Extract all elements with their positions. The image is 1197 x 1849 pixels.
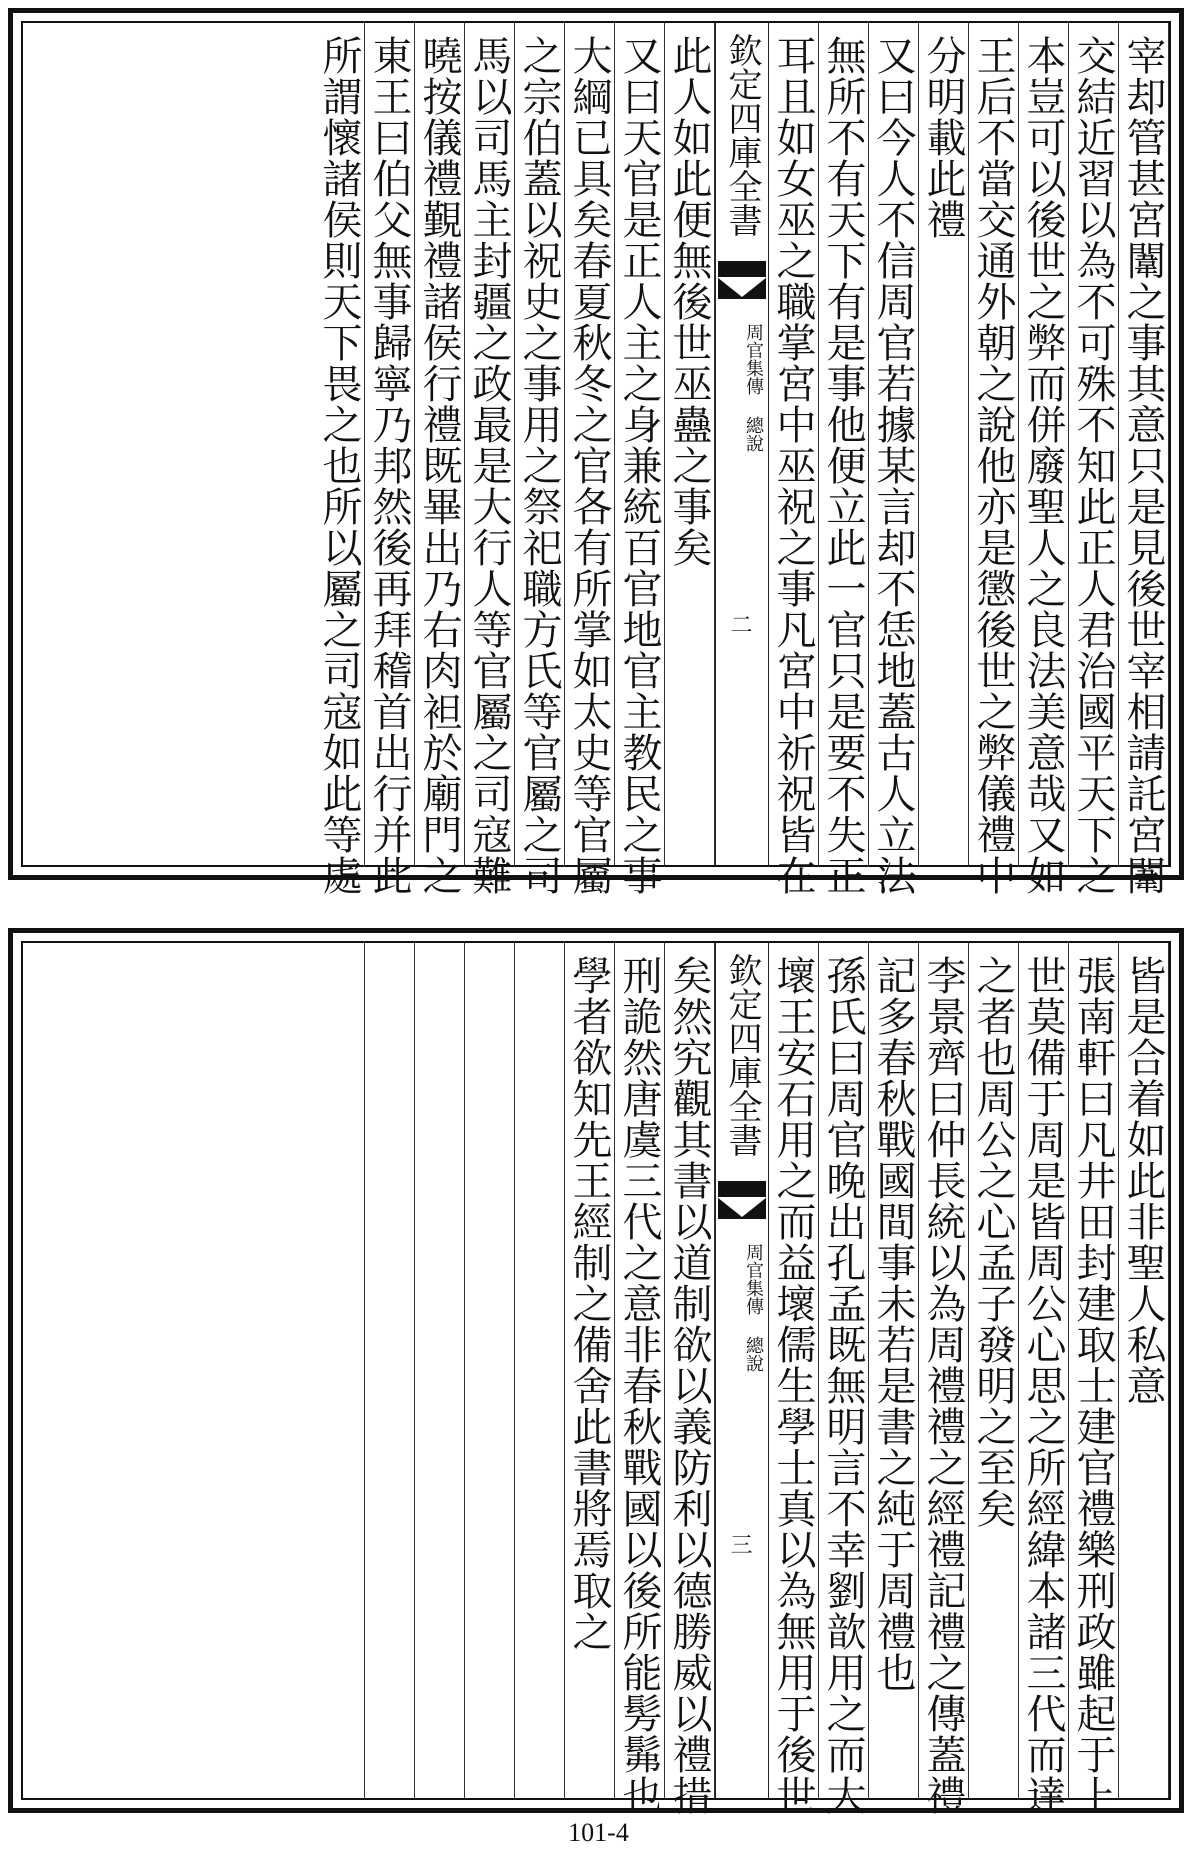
- column: [665, 943, 715, 1816]
- center-fold: [715, 23, 769, 865]
- column-text: 曉按儀禮覲禮諸侯行禮既畢出乃右肉袒於廟門之: [416, 35, 462, 896]
- page-bottom-frame: [21, 941, 1171, 1816]
- column: [365, 23, 415, 896]
- column-text: 李景齊曰仲長統以為周禮禮之經禮記禮之傳蓋禮: [920, 955, 966, 1816]
- page-bottom: [8, 928, 1184, 1816]
- column: [1119, 23, 1169, 896]
- column: [565, 943, 615, 1798]
- column-text: 宰却管甚宮闈之事其意只是見後世宰相請託宮闈: [1120, 35, 1166, 896]
- column-text: 孫氏曰周官晚出孔孟既無明言不幸劉歆用之而大: [820, 955, 866, 1816]
- column-text: 又曰今人不信周官若據某言却不恁地蓋古人立法: [870, 35, 916, 896]
- column-text: 東王曰伯父無事歸寧乃邦然後再拜稽首出行并此: [366, 35, 412, 896]
- column: [1069, 23, 1119, 896]
- column-text: 張南軒曰凡井田封建取士建官禮樂刑政雖起于上: [1070, 955, 1116, 1816]
- column: [615, 943, 665, 1816]
- column: [465, 23, 515, 896]
- page-number: 101-4: [568, 1818, 629, 1847]
- column: [969, 23, 1019, 896]
- column: [1069, 943, 1119, 1816]
- column-text: 刑詭然唐虞三代之意非春秋戰國以後所能髣髴也: [616, 955, 662, 1816]
- column: [969, 943, 1019, 1798]
- column-text: 記多春秋戰國間事未若是書之純于周禮也: [870, 955, 916, 1693]
- column: [415, 943, 465, 1798]
- column: [1119, 943, 1169, 1798]
- column-text: 無所不有天下有是事他便立此一官只是要不失正: [820, 35, 866, 896]
- column: [515, 23, 565, 896]
- column: [615, 23, 665, 896]
- column: [919, 23, 969, 865]
- column: [665, 23, 715, 865]
- column: [919, 943, 969, 1816]
- column: [315, 23, 365, 896]
- column: [465, 943, 515, 1798]
- center-note: 周官集傳 總說: [743, 323, 764, 452]
- folio-number: 三: [727, 1533, 752, 1555]
- column: [515, 943, 565, 1798]
- column-text: 世莫備于周是皆周公心思之所經緯本諸三代而達: [1020, 955, 1066, 1816]
- column-text: 分明載此禮: [920, 35, 966, 240]
- page-top-frame: [21, 21, 1171, 896]
- column: [819, 943, 869, 1816]
- center-note: 周官集傳 總說: [743, 1243, 764, 1372]
- column: [565, 23, 615, 896]
- column: [869, 943, 919, 1798]
- column-text: 耳且如女巫之職掌宮中巫祝之事凡宮中祈祝皆在: [770, 35, 816, 896]
- column-text: 大綱已具矣春夏秋冬之官各有所掌如太史等官屬: [566, 35, 612, 896]
- center-title: 欽定四庫全書: [722, 33, 762, 237]
- column-text: 馬以司馬主封疆之政最是大行人等官屬之司寇難: [466, 35, 512, 896]
- folio-number: 二: [727, 613, 752, 635]
- column-text: 交結近習以為不可殊不知此正人君治國平天下之: [1070, 35, 1116, 896]
- center-fold: [715, 943, 769, 1798]
- fishtail-mark: [718, 1181, 766, 1219]
- column: [365, 943, 415, 1798]
- column: [1019, 23, 1069, 896]
- page-top: [8, 8, 1184, 896]
- column: [819, 23, 869, 896]
- column-text: 所謂懷諸侯則天下畏之也所以屬之司寇如此等處: [316, 35, 362, 896]
- column-text: 學者欲知先王經制之備舍此書將焉取之: [566, 955, 612, 1652]
- column-text: 皆是合着如此非聖人私意: [1120, 955, 1166, 1406]
- column: [769, 943, 819, 1816]
- fishtail-mark: [718, 261, 766, 299]
- column-text: 此人如此便無後世巫蠱之事矣: [666, 35, 712, 568]
- column: [869, 23, 919, 896]
- column: [1019, 943, 1069, 1816]
- column-text: 本豈可以後世之弊而併廢聖人之良法美意哉又如: [1020, 35, 1066, 896]
- column: [415, 23, 465, 896]
- column-text: 之者也周公之心孟子發明之至矣: [970, 955, 1016, 1529]
- column-text: 矣然究觀其書以道制欲以義防利以德勝威以禮措: [666, 955, 712, 1816]
- column: [769, 23, 819, 896]
- center-title: 欽定四庫全書: [722, 953, 762, 1157]
- column: [315, 943, 365, 1798]
- column-text: 之宗伯蓋以祝史之事用之祭祀職方氏等官屬之司: [516, 35, 562, 896]
- column-text: 王后不當交通外朝之說他亦是懲後世之弊儀禮中: [970, 35, 1016, 896]
- column-text: 壞王安石用之而益壞儒生學士真以為無用于後世: [770, 955, 816, 1816]
- column-text: 又曰天官是正人主之身兼統百官地官主教民之事: [616, 35, 662, 896]
